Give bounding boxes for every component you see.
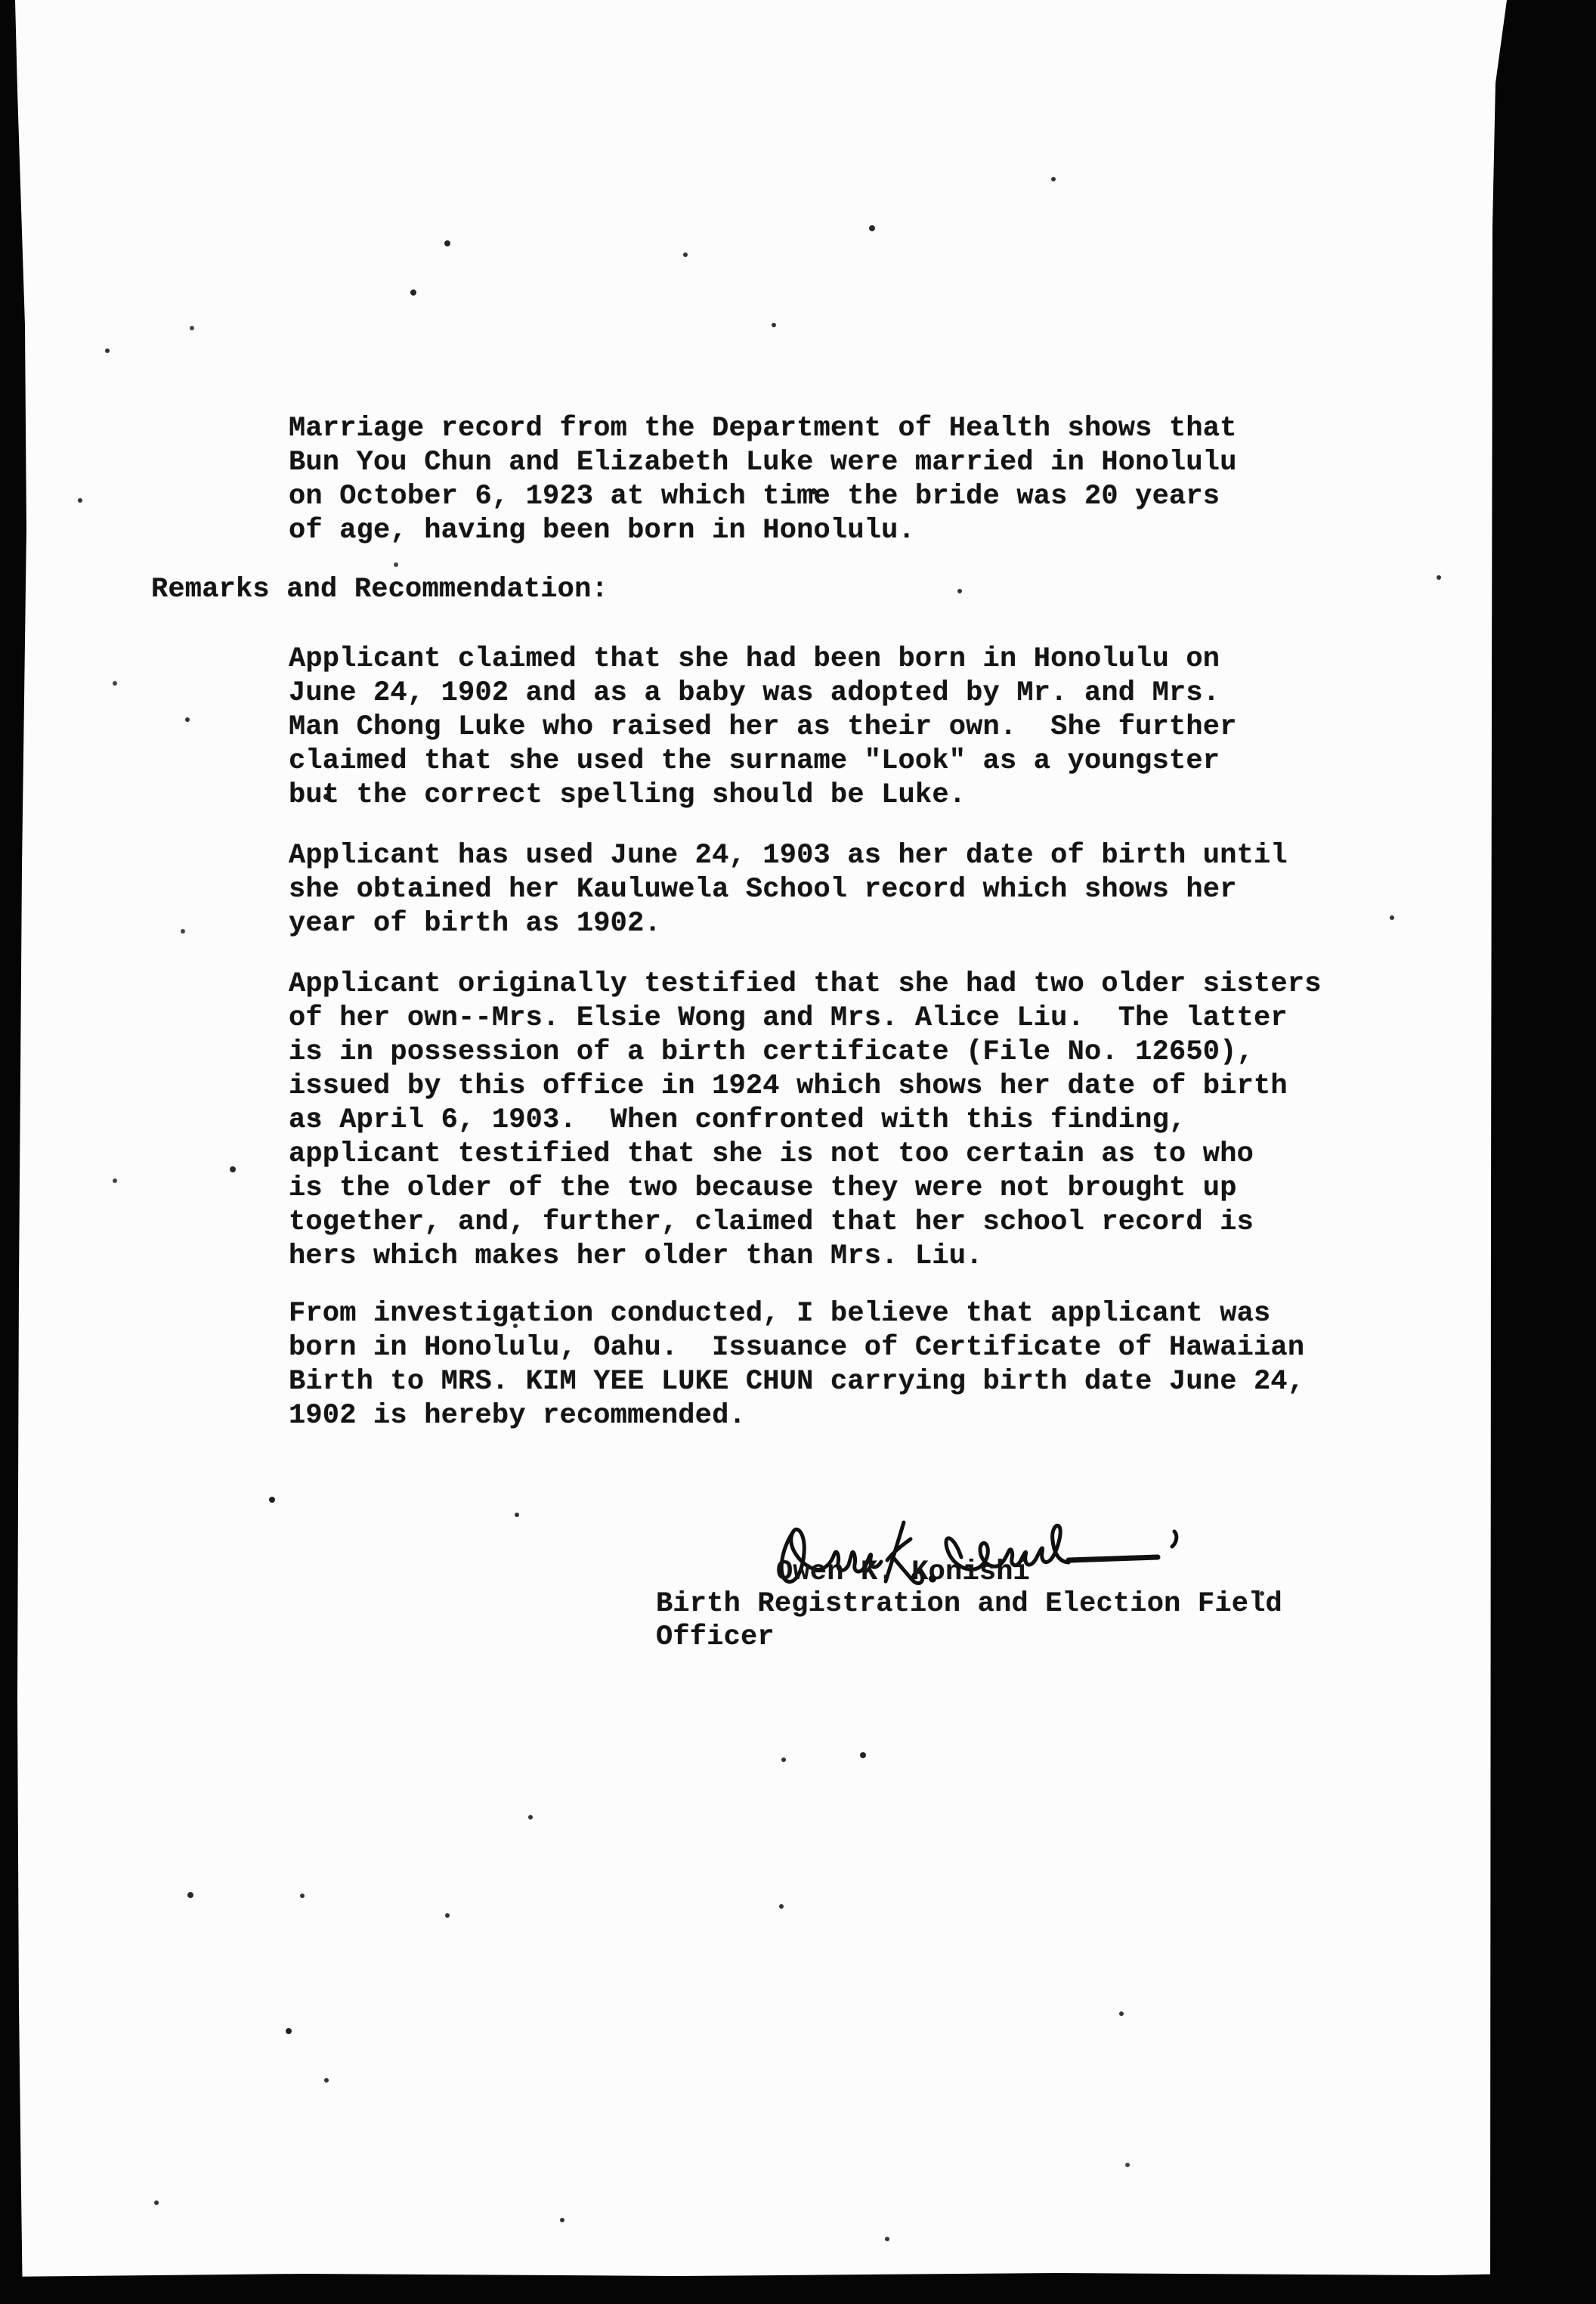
text-line: born in Honolulu, Oahu. Issuance of Certificate of Hawaiian (289, 1332, 1305, 1364)
text-line: Marriage record from the Department of Health shows that (289, 413, 1237, 444)
text-line: together, and, further, claimed that her school record is (289, 1206, 1254, 1238)
text-line: issued by this office in 1924 which shows her date of birth (289, 1070, 1288, 1102)
text-line: of her own--Mrs. Elsie Wong and Mrs. Alice Liu. The latter (289, 1002, 1288, 1034)
signature-typed-name: Owen K. Konishi (776, 1556, 1031, 1588)
text-line: Applicant claimed that she had been born in Honolulu on (289, 643, 1220, 675)
text-line: June 24, 1902 and as a baby was adopted by Mr. and Mrs. (289, 677, 1220, 709)
section-heading: Remarks and Recommendation: (151, 574, 608, 605)
text-line: but the correct spelling should be Luke. (289, 779, 967, 811)
text-line: 1902 is hereby recommended. (289, 1400, 746, 1432)
text-line: From investigation conducted, I believe that applicant was (289, 1298, 1271, 1330)
signature-title-line2: Officer (656, 1621, 775, 1653)
text-line: claimed that she used the surname "Look" as a youngster (289, 745, 1220, 777)
scan-noise-dots (0, 0, 3, 3)
text-line: Applicant originally testified that she had two older sisters (289, 968, 1322, 1000)
text-line: of age, having been born in Honolulu. (289, 515, 915, 547)
text-line: year of birth as 1902. (289, 908, 661, 940)
text-line: on October 6, 1923 at which time the bride was 20 years (289, 481, 1220, 513)
scan-edge-left (0, 0, 30, 2304)
text-line: hers which makes her older than Mrs. Liu. (289, 1240, 983, 1272)
text-line: as April 6, 1903. When confronted with this finding, (289, 1104, 1186, 1136)
scan-edge-right (1489, 0, 1596, 2304)
paragraph-marriage-record (289, 412, 1237, 548)
text-line: Applicant has used June 24, 1903 as her date of birth until (289, 840, 1288, 872)
text-line: is in possession of a birth certificate (File No. 12650), (289, 1036, 1254, 1068)
text-line: she obtained her Kauluwela School record which shows her (289, 874, 1237, 906)
scan-edge-bottom (0, 2272, 1596, 2304)
paragraph-sisters-testimony (289, 968, 1322, 1274)
paragraph-date-of-birth (289, 839, 1288, 941)
signature-title-line1: Birth Registration and Election Field (656, 1588, 1282, 1620)
paragraph-applicant-claim (289, 643, 1237, 813)
text-line: Man Chong Luke who raised her as their own. She further (289, 711, 1237, 743)
paragraph-recommendation (289, 1297, 1304, 1433)
text-line: Birth to MRS. KIM YEE LUKE CHUN carrying birth date June 24, (289, 1366, 1305, 1398)
text-line: Bun You Chun and Elizabeth Luke were married in Honolulu (289, 447, 1237, 478)
text-line: is the older of the two because they were not brought up (289, 1172, 1237, 1204)
text-line: applicant testified that she is not too certain as to who (289, 1138, 1254, 1170)
